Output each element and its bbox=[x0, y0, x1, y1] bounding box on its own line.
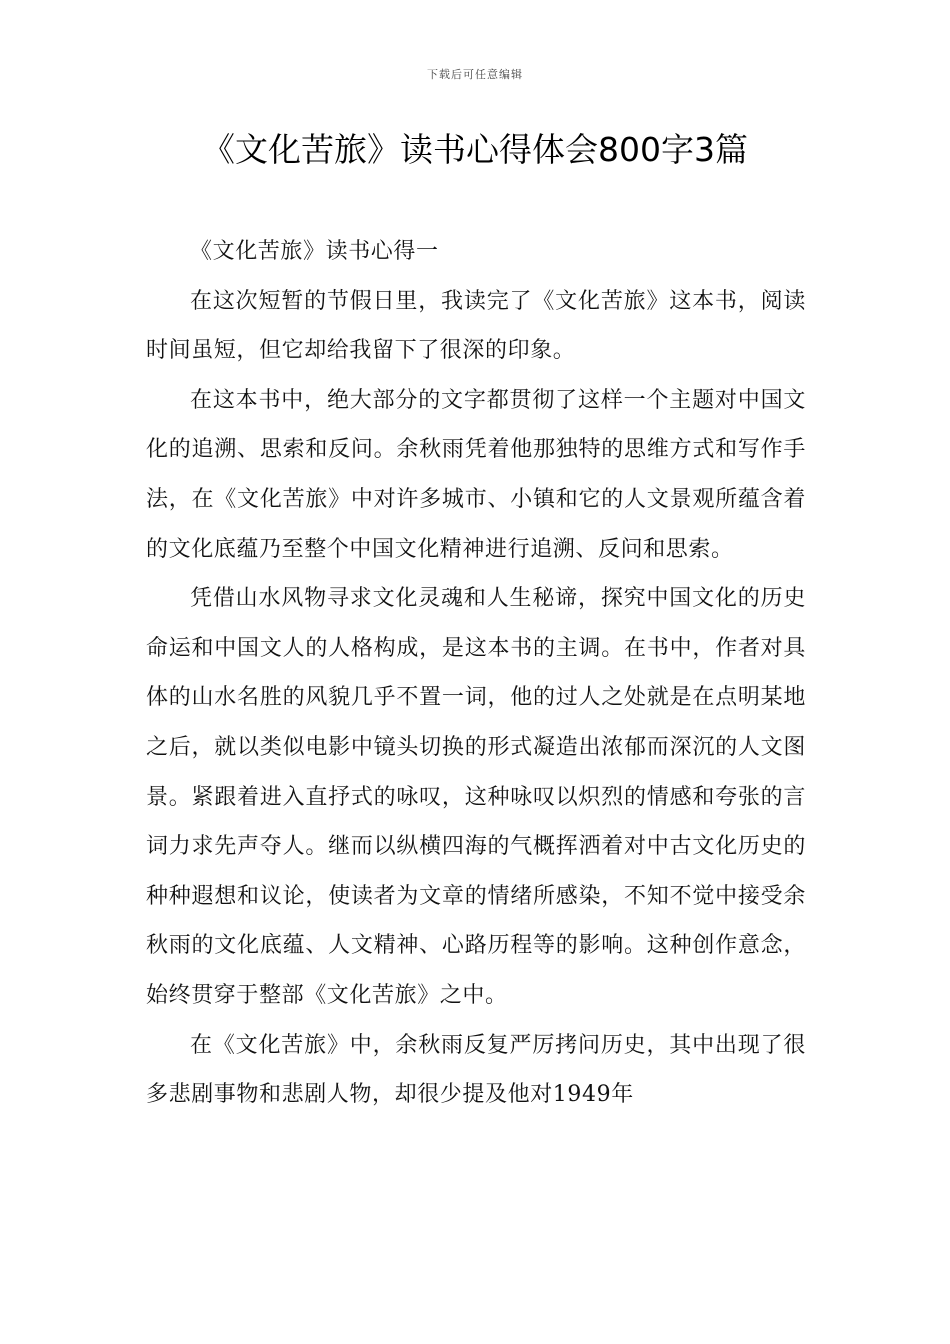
paragraph: 在这次短暂的节假日里，我读完了《文化苦旅》这本书，阅读时间虽短，但它却给我留下了很深的印象。 bbox=[146, 288, 806, 364]
paragraph: 凭借山水风物寻求文化灵魂和人生秘谛，探究中国文化的历史命运和中国文人的人格构成，是这本书的主调。在书中，作者对具体的山水名胜的风貌几乎不置一词，他的过人之处就是在点明某地之后，就以类似电影中镜头切换的形式凝造出浓郁而深沉的人文图景。紧跟着进入直抒式的咏叹，这种咏叹以炽烈的情感和夸张的言词力求先声夺人。继而以纵横四海的气概挥洒着对中古文化历史的种种遐想和议论，使读者为文章的情绪所感染，不知不觉中接受余秋雨的文化底蕴、人文精神、心路历程等的影响。这种创作意念，始终贯穿于整部《文化苦旅》之中。 bbox=[146, 586, 806, 1008]
header-note: 下载后可任意编辑 bbox=[427, 68, 523, 81]
document-body bbox=[146, 227, 806, 1120]
paragraph: 在这本书中，绝大部分的文字都贯彻了这样一个主题对中国文化的追溯、思索和反问。余秋雨凭着他那独特的思维方式和写作手法，在《文化苦旅》中对许多城市、小镇和它的人文景观所蕴含着的文化底蕴乃至整个中国文化精神进行追溯、反问和思索。 bbox=[146, 387, 806, 562]
section-heading: 《文化苦旅》读书心得一 bbox=[190, 239, 439, 264]
paragraph: 在《文化苦旅》中，余秋雨反复严厉拷问历史，其中出现了很多悲剧事物和悲剧人物，却很少提及他对1949年 bbox=[146, 1032, 806, 1108]
document-title: 《文化苦旅》读书心得体会800字3篇 bbox=[202, 130, 748, 169]
